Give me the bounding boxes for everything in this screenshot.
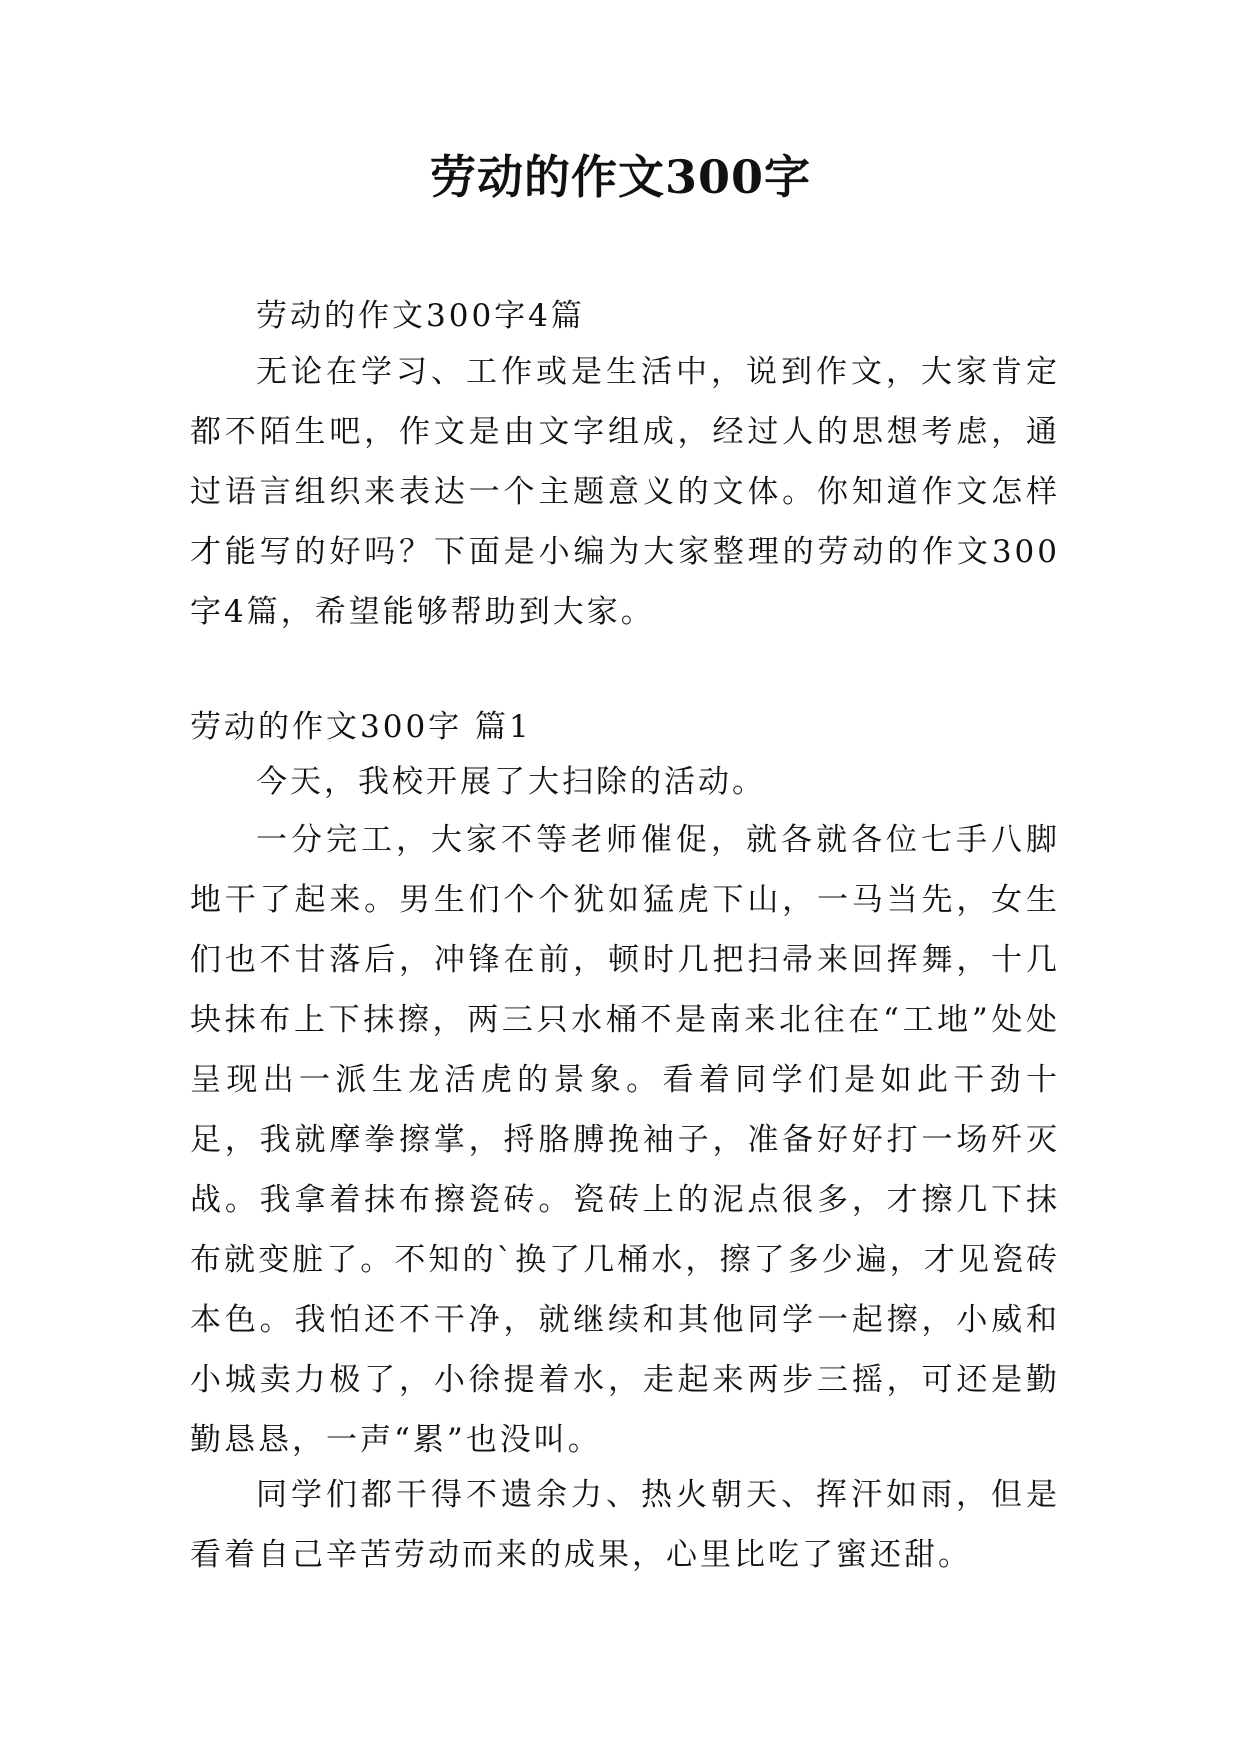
document-subtitle: 劳动的作文300字4篇 — [256, 298, 585, 334]
essay-paragraph-3: 同学们都干得不遗余力、热火朝天、挥汗如雨，但是看着自己辛苦劳动而来的成果，心里比吃了蜜还甜。 — [190, 1477, 1060, 1573]
intro-paragraph: 无论在学习、工作或是生活中，说到作文，大家肯定都不陌生吧，作文是由文字组成，经过人的思想考虑，通过语言组织来表达一个主题意义的文体。你知道作文怎样才能写的好吗？下面是小编为大家整理的劳动的作文300字4篇，希望能够帮助到大家。 — [190, 354, 1060, 630]
essay-paragraph-1: 今天，我校开展了大扫除的活动。 — [256, 764, 766, 800]
section-heading: 劳动的作文300字 篇1 — [190, 709, 532, 745]
essay-paragraph-2: 一分完工，大家不等老师催促，就各就各位七手八脚地干了起来。男生们个个犹如猛虎下山，一马当先，女生们也不甘落后，冲锋在前，顿时几把扫帚来回挥舞，十几块抹布上下抹擦，两三只水桶不是南来北往在“工地”处处呈现出一派生龙活虎的景象。看着同学们是如此干劲十足，我就摩拳擦掌，捋胳膊挽袖子，准备好好打一场歼灭战。我拿着抹布擦瓷砖。瓷砖上的泥点很多，才擦几下抹布就变脏了。不知的`换了几桶水，擦了多少遍，才见瓷砖本色。我怕还不干净，就继续和其他同学一起擦，小威和小城卖力极了，小徐提着水，走起来两步三摇，可还是勤勤恳恳，一声“累”也没叫。 — [190, 822, 1060, 1458]
document-title: 劳动的作文300字 — [429, 150, 812, 204]
